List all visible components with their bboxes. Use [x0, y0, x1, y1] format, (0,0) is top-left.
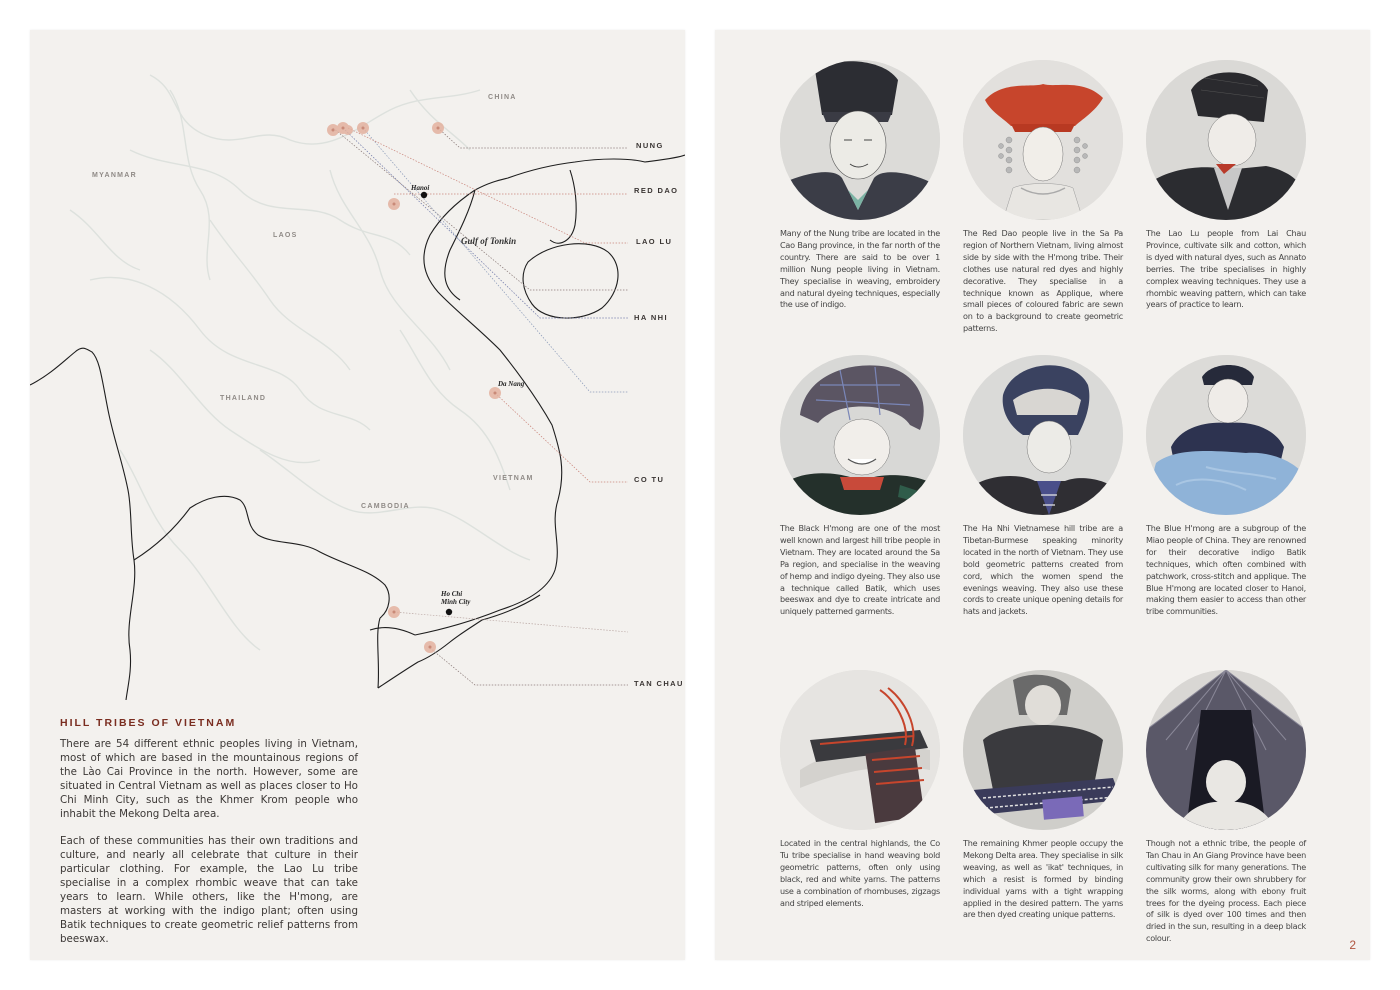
portrait-ha-nhi [963, 355, 1123, 515]
tribe-label-co-tu: CO TU [634, 475, 665, 484]
intro-section [60, 717, 358, 959]
label-hcmc-2: Minh City [441, 598, 471, 606]
portrait-lao-lu [1146, 60, 1306, 220]
label-hcmc-1: Ho Chi [441, 590, 463, 598]
caption-khmer: The remaining Khmer people occupy the Mekong Delta area. They specialise in silk weaving, as well as 'ikat' techniques, in which a resist is formed by binding individual yarns with a tight wrapping applied in the desired pattern. The yarns are then dyed creating unique patterns. [963, 838, 1123, 920]
tribe-label-ha-nhi: HA NHI [634, 313, 668, 322]
intro-title: HILL TRIBES OF VIETNAM [60, 717, 237, 729]
left-page [30, 30, 685, 960]
page-number: 2 [1349, 938, 1356, 952]
caption-lao-lu: The Lao Lu people from Lai Chau Province, cultivate silk and cotton, which is dyed with natural dyes, such as Annato berries. The tribe specialises in highly complex weaving techniques. They use a rhombic weaving pattern, which can take years of practice to learn. [1146, 228, 1306, 310]
label-vietnam: VIETNAM [493, 475, 534, 482]
hanoi-marker [421, 192, 427, 198]
caption-nung: Many of the Nung tribe are located in the Cao Bang province, in the far north of the country. There are said to be over 1 million Nung people living in Vietnam. They specialise in weaving, embroidery and natural dyeing techniques, especially the use of indigo. [780, 228, 940, 310]
tribe-dots [327, 122, 501, 653]
country-borders [30, 155, 685, 700]
portrait-co-tu [780, 670, 940, 830]
portrait-red-dao [963, 60, 1123, 220]
portrait-khmer [963, 670, 1123, 830]
label-cambodia: CAMBODIA [361, 503, 410, 510]
portrait-black-hmong [780, 355, 940, 515]
caption-co-tu: Located in the central highlands, the Co Tu tribe specialise in hand weaving bold geometric patterns, often only using black, red and white yarns. The patterns use a combination of rhombuses, zigzags and striped elements. [780, 838, 940, 908]
intro-paragraph-1: There are 54 different ethnic peoples living in Vietnam, most of which are based in the mountainous regions of the Lào Cai Province in the north. However, some are situated in Central Vietnam as well as places closer to Ho Chi Minh City, such as the Khmer Krom people who inhabit the Mekong Delta area. [60, 738, 358, 820]
hcmc-marker [446, 609, 452, 615]
portrait-nung [780, 60, 940, 220]
label-thailand: THAILAND [220, 395, 267, 402]
connector-lines [333, 128, 628, 685]
caption-blue-hmong: The Blue H'mong are a subgroup of the Miao people of China. They are renowned for their decorative indigo Batik techniques, which often combined with patchwork, cross-stitch and applique. The Blue H'mong are located closer to Hanoi, making them easier to access than other tribe communities. [1146, 523, 1306, 617]
caption-black-hmong: The Black H'mong are one of the most well known and largest hill tribe people in Vietnam. They are located around the Sa Pa region, and specialise in the weaving of hemp and indigo dyeing. They also use a technique called Batik, which uses beeswax and dye to create intricate and uniquely patterned garments. [780, 523, 940, 617]
portrait-tan-chau [1146, 670, 1306, 830]
right-page [715, 30, 1370, 960]
label-danang: Da Nang [498, 380, 525, 388]
caption-red-dao: The Red Dao people live in the Sa Pa region of Northern Vietnam, living almost side by side with the H'mong tribe. Their clothes use natural red dyes and highly decorative. They specialise in a technique known as Applique, where small pieces of coloured fabric are sewn on to a background to create geometric patterns. [963, 228, 1123, 334]
vietnam-map [30, 30, 685, 700]
label-myanmar: MYANMAR [92, 172, 138, 179]
label-china: CHINA [488, 94, 517, 101]
province-lines [70, 75, 530, 650]
caption-ha-nhi: The Ha Nhi Vietnamese hill tribe are a Tibetan-Burmese speaking minority located in the north of Vietnam. They use bold geometric patterns created from cord, which the women spend the evenings weaving. They also use these cords to create unique opening details for hats and jackets. [963, 523, 1123, 617]
tribe-label-red-dao: RED DAO [634, 186, 679, 195]
portrait-blue-hmong [1146, 355, 1306, 515]
label-gulf: Gulf of Tonkin [461, 236, 517, 246]
intro-paragraph-2: Each of these communities has their own traditions and culture, and nearly all celebrate that culture in their particular clothing. For example, the Lao Lu tribe specialise in a complex rhombic weave that can take years to learn. While others, like the H'mong, are masters at working with the indigo plant; often using Batik techniques to create geometric relief patterns from beeswax. [60, 835, 358, 945]
label-hanoi: Hanoi [411, 184, 430, 192]
label-laos: LAOS [273, 232, 298, 239]
caption-tan-chau: Though not a ethnic tribe, the people of Tan Chau in An Giang Province have been cultivating silk for many generations. The community grow their own shrubbery for the silk worms, along with ebony fruit trees for the dyeing process. Each piece of silk is dyed over 100 times and then dried in the sun, resulting in a deep black colour. [1146, 838, 1306, 944]
tribe-label-tan-chau: TAN CHAU [634, 679, 684, 688]
tribe-label-lao-lu: LAO LU [636, 237, 673, 246]
tribe-label-nung: NUNG [636, 141, 664, 150]
